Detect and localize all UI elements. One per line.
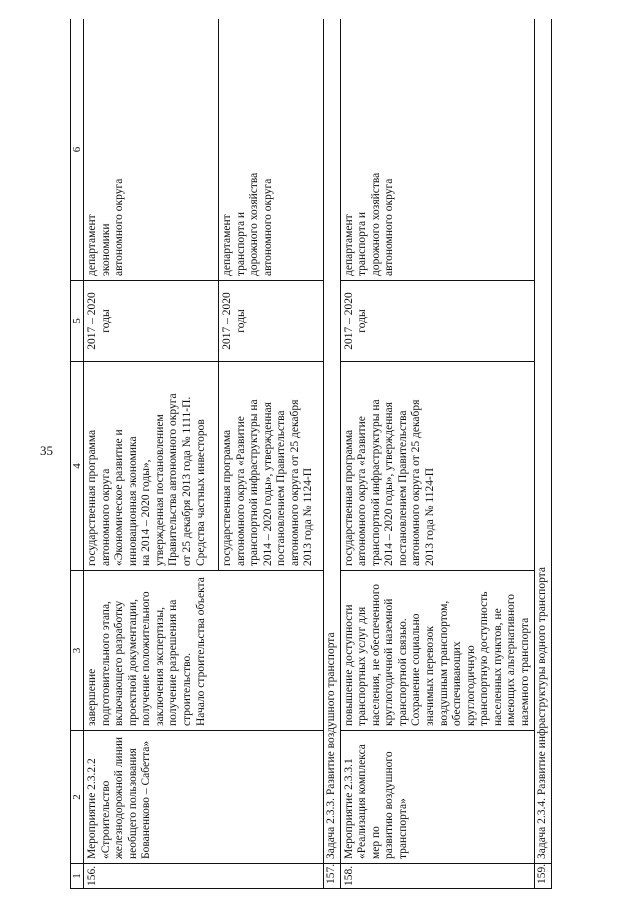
task-row [535, 19, 552, 889]
executor-cell: департамент экономики автономного округа [84, 19, 219, 281]
row-number: 157. [324, 864, 341, 889]
column-number: 1 [71, 864, 84, 889]
result-cell: повышение доступности транспортных услуг для населения, не обеспеченного круглогодичной наземной транспортной связью. Сохранение социально значимых перевозок воздушным транспортом, обеспечивающих круглогодичную транспортную доступность населенных пунктов, не имеющих альтернативного наземного транспорта [340, 571, 535, 731]
row-number: 158. [340, 864, 535, 889]
column-number-row [71, 19, 84, 889]
column-number: 5 [71, 281, 84, 362]
task-title: Задача 2.3.4. Развитие инфраструктуры водного транспорта [535, 19, 552, 864]
years-cell: 2017 – 2020 годы [219, 281, 324, 362]
column-number: 4 [71, 362, 84, 571]
measure-cell: Мероприятие 2.3.2.2 «Строительство железнодорожной линии необщего пользования Бованенково – Сабетта» [84, 731, 324, 864]
years-cell: 2017 – 2020 годы [84, 281, 219, 362]
source-cell: государственная программа автономного округа «Развитие транспортной инфраструктуры на 2014 – 2020 годы», утвержденная постановлением Правительства автономного округа от 25 декабря 2013 года № 1124-П [340, 362, 535, 571]
row-number: 159. [535, 864, 552, 889]
task-row [324, 19, 341, 889]
source-cell: государственная программа автономного округа «Экономическое развитие и инновационная экономика на 2014 – 2020 годы», утвержденная постановлением Правительства автономного округа от 25 декабря 2013 года № 1111-П. Средства частных инвесторов [84, 362, 219, 571]
measure-cell: Мероприятие 2.3.3.1 «Реализация комплекса мер по развитию воздушного транспорта» [340, 731, 535, 864]
page-number: 35 [40, 443, 53, 458]
executor-cell: департамент транспорта и дорожного хозяйства автономного округа [340, 19, 535, 281]
column-number: 3 [71, 571, 84, 731]
years-cell: 2017 – 2020 годы [340, 281, 535, 362]
column-number: 6 [71, 19, 84, 281]
table-row [84, 19, 219, 889]
row-number: 156. [84, 864, 324, 889]
measures-table [70, 19, 552, 889]
source-cell: государственная программа автономного округа «Развитие транспортной инфраструктуры на 2014 – 2020 годы», утвержденная постановлением Правительства автономного округа от 25 декабря 2013 года № 1124-П [219, 362, 324, 571]
result-cell: завершение подготовительного этапа, включающего разработку проектной документации, получение положительного заключения экспертизы, получение разрешения на строительство. Начало строительства объекта [84, 571, 324, 731]
executor-cell: департамент транспорта и дорожного хозяйства автономного округа [219, 19, 324, 281]
table-row [340, 19, 535, 889]
task-title: Задача 2.3.3. Развитие воздушного транспорта [324, 19, 341, 864]
column-number: 2 [71, 731, 84, 864]
